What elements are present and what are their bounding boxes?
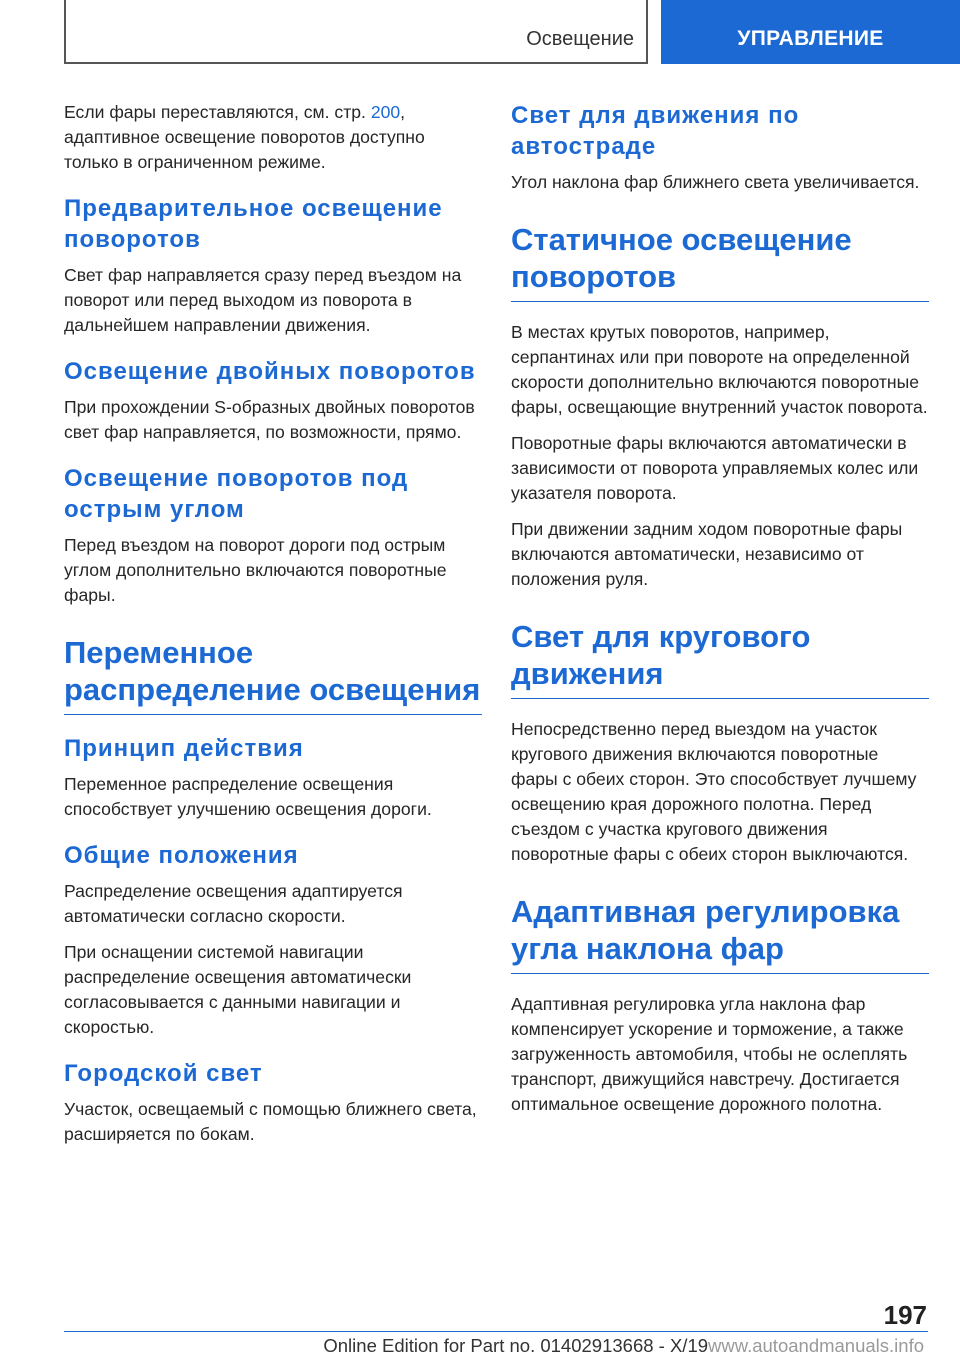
heading-double-curves: Освещение двойных поворотов <box>64 358 476 385</box>
page-link-200[interactable]: 200 <box>370 102 401 122</box>
heading-principle: Принцип действия <box>64 735 304 762</box>
paragraph-sharp-corners: Перед въездом на поворот дороги под острым углом дополнительно включаются поворотные фары. <box>64 535 447 605</box>
paragraph-motorway: Угол наклона фар ближнего света увеличивается. <box>511 172 920 192</box>
intro-paragraph <box>64 100 482 175</box>
paragraph-static-3: При движении задним ходом поворотные фары включаются автоматически, независимо от положения руля. <box>511 519 903 589</box>
paragraph-city-light: Участок, освещаемый с помощью ближнего света, расширяется по бокам. <box>64 1099 477 1144</box>
paragraph-static-2: Поворотные фары включаются автоматически в зависимости от поворота управляемых колес или указателя поворота. <box>511 433 919 503</box>
heading-headlight-range: Адаптивная регулировка угла наклона фар <box>511 893 929 974</box>
heading-city-light: Городской свет <box>64 1060 263 1087</box>
right-column <box>511 100 929 1128</box>
chapter-tab-label: УПРАВЛЕНИЕ <box>737 27 884 50</box>
chapter-tab[interactable] <box>661 0 960 64</box>
footer-edition <box>0 1335 924 1357</box>
section-title: Освещение <box>526 28 634 50</box>
paragraph-principle: Переменное распределение освещения способствует улучшению освещения дороги. <box>64 774 432 819</box>
heading-static-cornering: Статичное освещение поворотов <box>511 221 929 302</box>
paragraph-static-1: В местах крутых поворотов, например, серпантинах или при повороте на определенной скорости дополнительно включаются поворотные фары, освещающие внутренний участок поворота. <box>511 322 928 417</box>
heading-cornering-pre: Предварительное освещение поворотов <box>64 195 443 253</box>
paragraph-cornering-pre: Свет фар направляется сразу перед въездом на поворот или перед выходом из поворота в дальнейшем направлении движения. <box>64 265 462 335</box>
paragraph-general-1: Распределение освещения адаптируется автоматически согласно скорости. <box>64 881 403 926</box>
paragraph-general-2: При оснащении системой навигации распределение освещения автоматически согласовывается с данными навигации и скоростью. <box>64 942 412 1037</box>
heading-motorway: Свет для движения по автостраде <box>511 102 800 160</box>
intro-text-tail: , адаптивное освещение поворотов доступно только в ограниченном режиме. <box>64 102 425 172</box>
intro-text: Если фары переставляются, см. стр. <box>64 102 371 122</box>
heading-roundabout: Свет для кругового движения <box>511 618 929 699</box>
heading-sharp-corners: Освещение поворотов под острым углом <box>64 465 409 523</box>
page-number: 197 <box>883 1300 927 1330</box>
heading-variable-distribution: Переменное распределение освещения <box>64 634 482 715</box>
watermark[interactable]: www.autoandmanuals.info <box>708 1335 924 1356</box>
heading-general: Общие положения <box>64 842 299 869</box>
paragraph-headlight-range: Адаптивная регулировка угла наклона фар компенсирует ускорение и торможение, а также загруженность автомобиля, чтобы не ослеплять транспорт, движущийся навстречу. Достигается оптимальное освещение дорожного полотна. <box>511 994 908 1114</box>
left-column <box>64 100 482 1158</box>
paragraph-double-curves: При прохождении S-образных двойных поворотов свет фар направляется, по возможности, прямо. <box>64 397 475 442</box>
edition-text: Online Edition for Part no. 01402913668 - X/19 <box>323 1335 709 1356</box>
footer-divider <box>64 1331 928 1332</box>
paragraph-roundabout: Непосредственно перед выездом на участок кругового движения включаются поворотные фары с обеих сторон. Это способствует лучшему освещению края дорожного полотна. Перед съездом с участка кругового движения поворотные фары с обеих сторон выключаются. <box>511 719 917 864</box>
header-frame <box>64 0 648 64</box>
